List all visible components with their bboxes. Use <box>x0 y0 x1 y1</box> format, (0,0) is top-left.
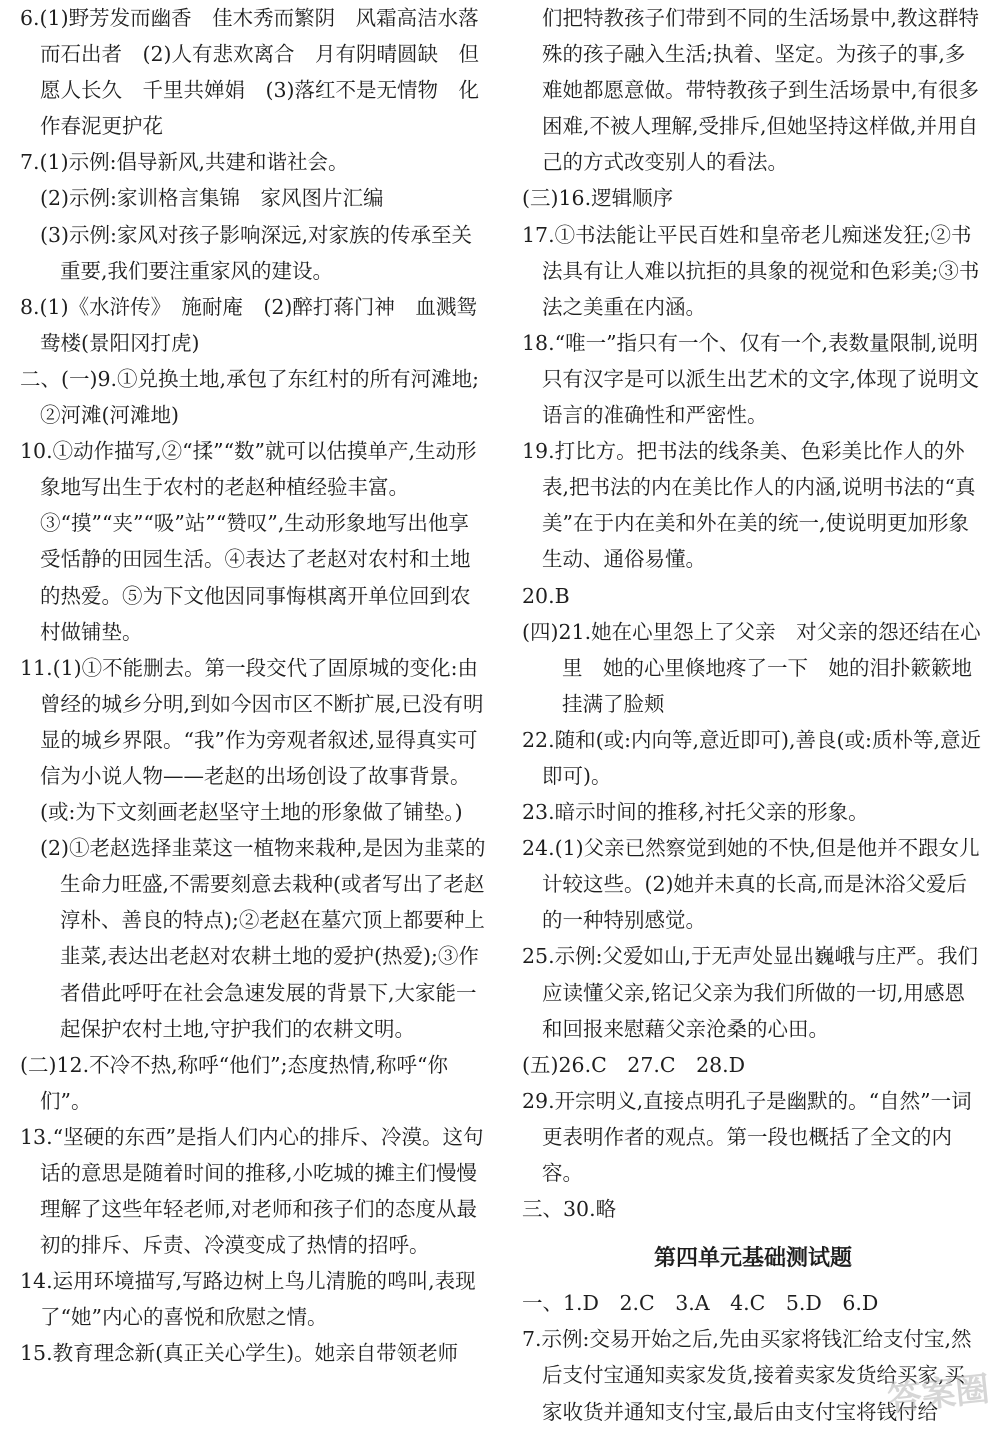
answer-item: 一、1.D 2.C 3.A 4.C 5.D 6.D <box>522 1291 879 1316</box>
answer-item: 13.“坚硬的东西”是指人们内心的排斥、冷漠。这句话的意思是随着时间的推移,小吃城的摊主们慢慢理解了这些年轻老师,对老师和孩子们的态度从最初的排斥、斥责、冷漠变成了热情的招呼。 <box>20 1124 484 1258</box>
answer-item: (三)16.逻辑顺序 <box>522 186 674 211</box>
answer-item: (四)21.她在心里怨上了父亲 对父亲的怨还结在心里 她的心里倏地疼了一下 她的泪扑簌簌地挂满了脸颊 <box>522 619 981 716</box>
answer-item: 17.①书法能让平民百姓和皇帝老儿痴迷发狂;②书法具有让人难以抗拒的具象的视觉和色彩美;③书法之美重在内涵。 <box>522 222 980 319</box>
answer-item: 29.开宗明义,直接点明孔子是幽默的。“自然”一词更表明作者的观点。第一段也概括了全文的内容。 <box>522 1088 972 1185</box>
answer-item: 22.随和(或:内向等,意近即可),善良(或:质朴等,意近即可)。 <box>522 727 981 788</box>
answer-item: 三、30.略 <box>522 1197 617 1222</box>
answer-subitem: (3)示例:家风对孩子影响深远,对家族的传承至关重要,我们要注重家风的建设。 <box>40 222 472 283</box>
answer-item: (二)12.不冷不热,称呼“他们”;态度热情,称呼“你们”。 <box>20 1052 448 1113</box>
answer-item: 15.教育理念新(真正关心学生)。她亲自带领老师 <box>20 1341 459 1366</box>
answer-subitem: (2)①老赵选择韭菜这一植物来栽种,是因为韭菜的生命力旺盛,不需要刻意去栽种(或者写出了老赵淳朴、善良的特点);②老赵在墓穴顶上都要种上韭菜,表达出老赵对农耕土地的爱护(热爱);③作者借此呼吁在社会急速发展的背景下,大家能一起保护农村土地,守护我们的农耕文明。 <box>40 836 486 1041</box>
answer-item: 7.示例:交易开始之后,先由买家将钱汇给支付宝,然后支付宝通知卖家发货,接着卖家发货给买家,买家收货并通知支付宝,最后由支付宝将钱付给 <box>522 1327 972 1424</box>
answer-item: 20.B <box>522 583 570 608</box>
answer-item: 7.(1)示例:倡导新风,共建和谐社会。 <box>20 150 349 175</box>
answer-item: 二、(一)9.①兑换土地,承包了东红村的所有河滩地;②河滩(河滩地) <box>20 366 479 428</box>
answer-item: 23.暗示时间的推移,衬托父亲的形象。 <box>522 800 869 825</box>
answer-item: 18.“唯一”指只有一个、仅有一个,表数量限制,说明只有汉字是可以派生出艺术的文字,体现了说明文语言的准确性和严密性。 <box>522 330 980 428</box>
answer-item: 6.(1)野芳发而幽香 佳木秀而繁阴 风霜高洁水落而石出者 (2)人有悲欢离合 月有阴晴圆缺 但愿人长久 千里共婵娟 (3)落红不是无情物 化作春泥更护花 <box>20 6 480 139</box>
answer-subitem: (2)示例:家训格言集锦 家风图片汇编 <box>40 186 384 211</box>
answer-continuation: 们把特教孩子们带到不同的生活场景中,教这群特殊的孩子融入生活;执着、坚定。为孩子的事,多难她都愿意做。带特教孩子到生活场景中,有很多困难,不被人理解,受排斥,但她坚持这样做,并用自己的方式改变别人的看法。 <box>542 6 980 175</box>
watermark-logo: 答案圈 <box>885 1369 992 1420</box>
answer-item: 24.(1)父亲已然察觉到她的不快,但是他并不跟女儿计较这些。(2)她并未真的长高,而是沐浴父爱后的一种特别感觉。 <box>522 836 980 933</box>
left-column <box>20 0 488 1372</box>
answer-item: 11.(1)①不能删去。第一段交代了固原城的变化:由曾经的城乡分明,到如今因市区不断扩展,已没有明显的城乡界限。“我”作为旁观者叙述,显得真实可信为小说人物——老赵的出场创设了故事背景。(或:为下文刻画老赵坚守土地的形象做了铺垫。) <box>20 655 484 825</box>
answer-item: 8.(1)《水浒传》 施耐庵 (2)醉打蒋门神 血溅鸳鸯楼(景阳冈打虎) <box>20 294 477 355</box>
answer-item: (五)26.C 27.C 28.D <box>522 1052 746 1077</box>
answer-item: 19.打比方。把书法的线条美、色彩美比作人的外表,把书法的内在美比作人的内涵,说明书法的“真美”在于内在美和外在美的统一,使说明更加形象生动、通俗易懂。 <box>522 439 976 572</box>
right-column <box>522 0 984 1430</box>
answer-item: 14.运用环境描写,写路边树上鸟儿清脆的鸣叫,表现了“她”内心的喜悦和欣慰之情。 <box>20 1269 476 1330</box>
answer-item: 25.示例:父爱如山,于无声处显出巍峨与庄严。我们应读懂父亲,铭记父亲为我们所做的一切,用感恩和回报来慰藉父亲沧桑的心田。 <box>522 944 979 1041</box>
section-heading: 第四单元基础测试题 <box>653 1246 852 1272</box>
answer-item: 10.①动作描写,②“揉”“数”就可以估摸单产,生动形象地写出生于农村的老赵种植经验丰富。③“摸”“夹”“吸”站”“赞叹”,生动形象地写出他享受恬静的田园生活。④表达了老赵对农村和土地的热爱。⑤为下文他因同事悔棋离开单位回到农村做铺垫。 <box>20 439 477 644</box>
